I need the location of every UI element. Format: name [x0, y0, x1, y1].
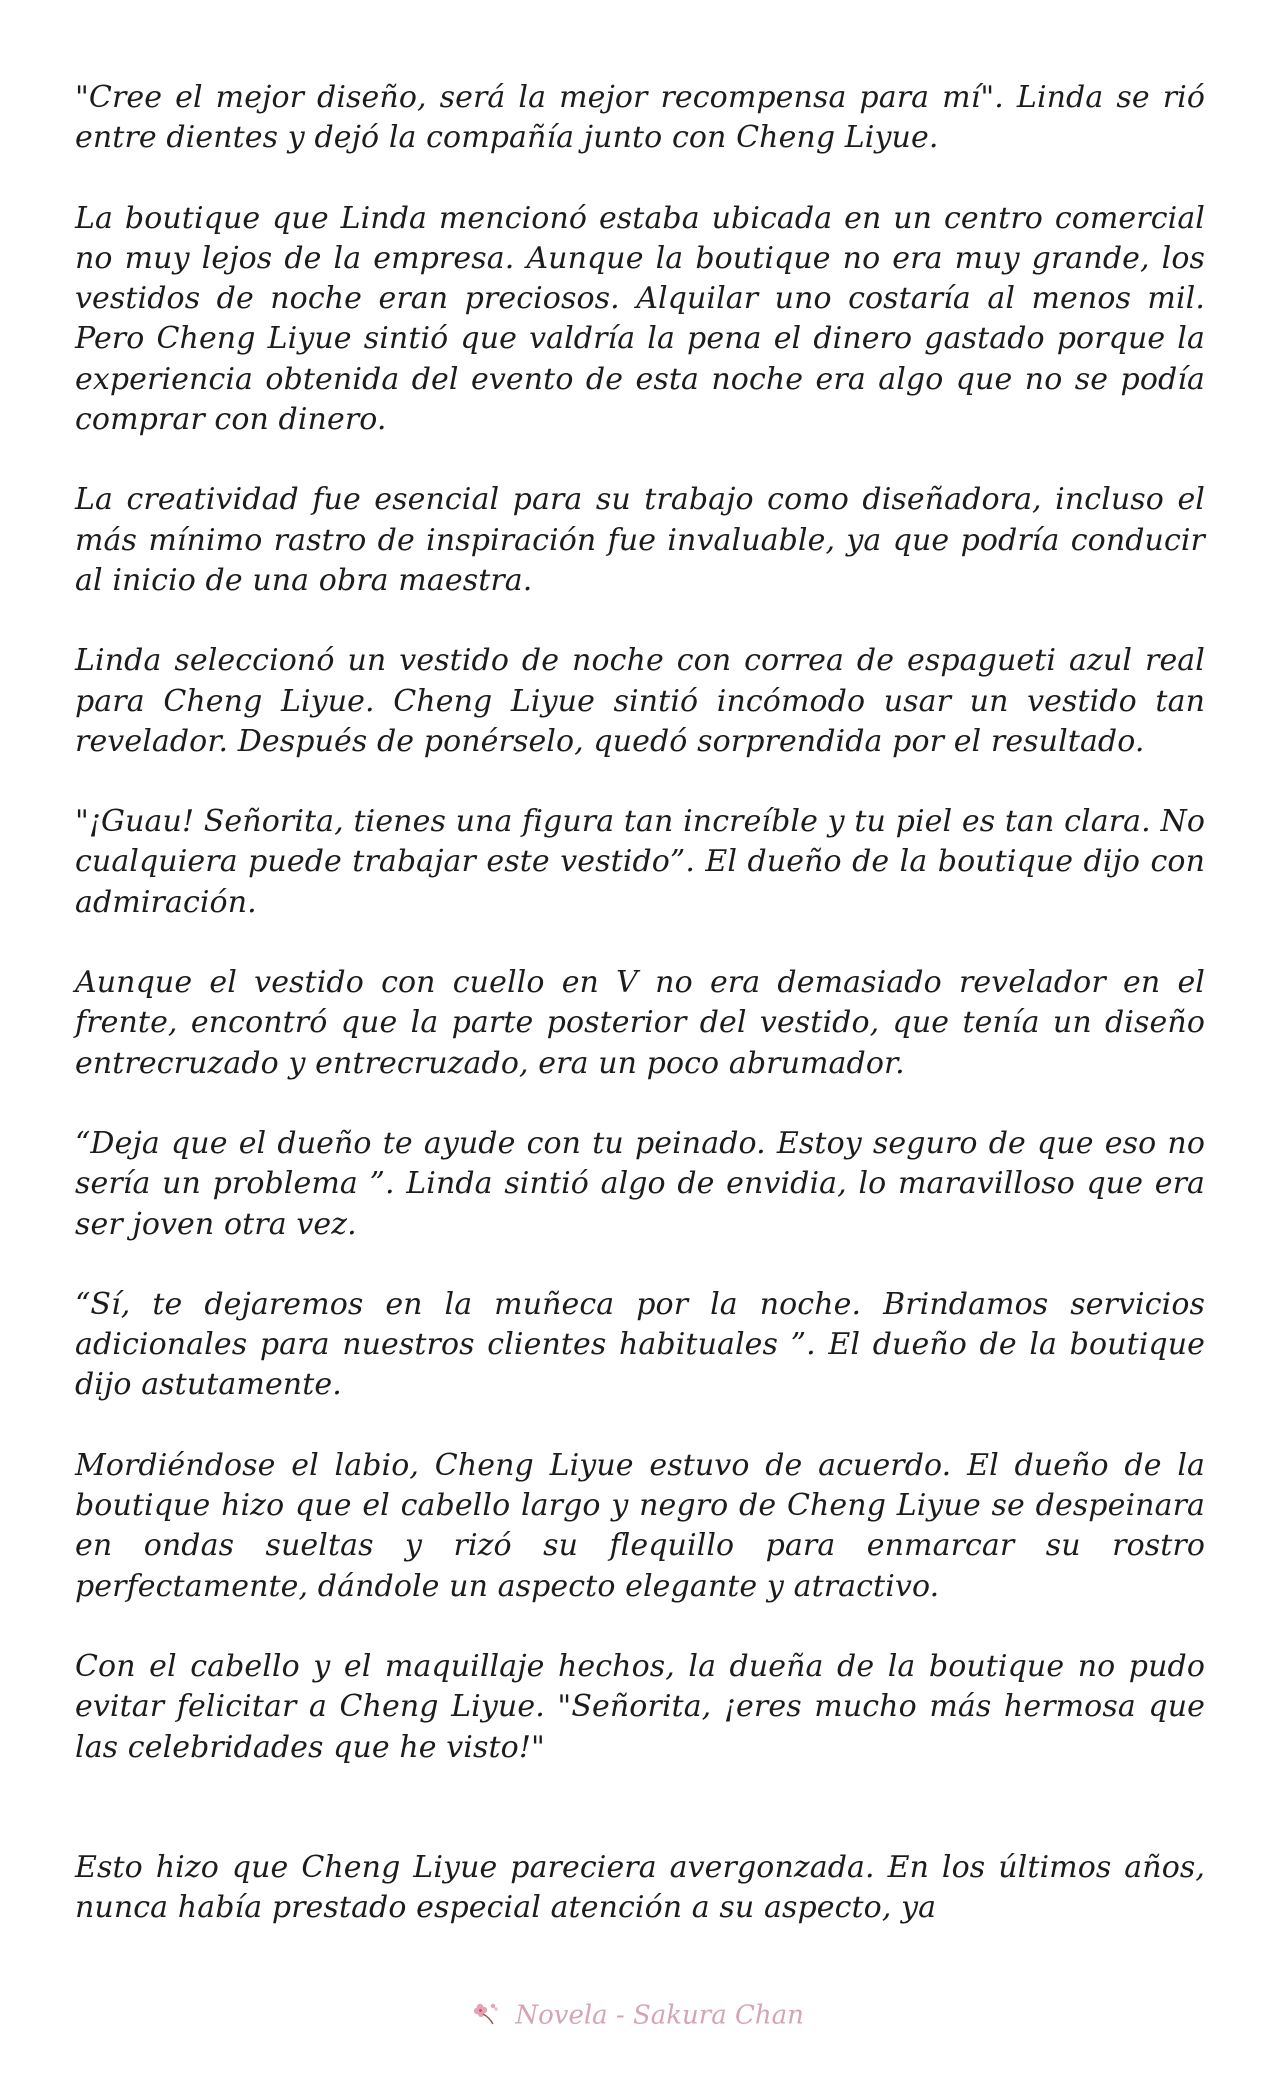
- paragraph: Esto hizo que Cheng Liyue pareciera avergonzada. En los últimos años, nunca había prestado especial atención a su aspecto, ya: [75, 1849, 1205, 1926]
- paragraph: “Sí, te dejaremos en la muñeca por la noche. Brindamos servicios adicionales para nuestros clientes habituales ”. El dueño de la boutique dijo astutamente.: [75, 1286, 1205, 1403]
- paragraph: La boutique que Linda mencionó estaba ubicada en un centro comercial no muy lejos de la empresa. Aunque la boutique no era muy grande, los vestidos de noche eran preciosos. Alquilar uno costaría al menos mil. Pero Cheng Liyue sintió que valdría la pena el dinero gastado porque la experiencia obtenida del evento de esta noche era algo que no se podía comprar con dinero.: [75, 200, 1205, 438]
- document-body: [75, 78, 1205, 1968]
- paragraph: La creatividad fue esencial para su trabajo como diseñadora, incluso el más mínimo rastro de inspiración fue invaluable, ya que podría conducir al inicio de una obra maestra.: [75, 482, 1205, 598]
- paragraph: Con el cabello y el maquillaje hechos, la dueña de la boutique no pudo evitar felicitar a Cheng Liyue. "Señorita, ¡eres mucho más hermosa que las celebridades que he visto!": [75, 1648, 1205, 1765]
- paragraph: Mordiéndose el labio, Cheng Liyue estuvo de acuerdo. El dueño de la boutique hizo que el cabello largo y negro de Cheng Liyue se despeinara en ondas sueltas y rizó su flequillo para enmarcar su rostro perfectamente, dándole un aspecto elegante y atractivo.: [75, 1447, 1205, 1604]
- watermark-footer: [0, 2000, 1275, 2033]
- paragraph: “Deja que el dueño te ayude con tu peinado. Estoy seguro de que eso no sería un problema ”. Linda sintió algo de envidia, lo maravilloso que era ser joven otra vez.: [75, 1125, 1205, 1242]
- sakura-flower-icon: [471, 2000, 501, 2033]
- watermark-text: Novela - Sakura Chan: [515, 2000, 804, 2031]
- paragraph: Aunque el vestido con cuello en V no era demasiado revelador en el frente, encontró que la parte posterior del vestido, que tenía un diseño entrecruzado y entrecruzado, era un poco abrumador.: [75, 965, 1205, 1081]
- paragraph: Linda seleccionó un vestido de noche con correa de espagueti azul real para Cheng Liyue. Cheng Liyue sintió incómodo usar un vestido tan revelador. Después de ponérselo, quedó sorprendida por el resultado.: [75, 643, 1205, 759]
- paragraph: "Cree el mejor diseño, será la mejor recompensa para mí". Linda se rió entre dientes y dejó la compañía junto con Cheng Liyue.: [75, 80, 1205, 156]
- paragraph: "¡Guau! Señorita, tienes una figura tan increíble y tu piel es tan clara. No cualquiera puede trabajar este vestido”. El dueño de la boutique dijo con admiración.: [75, 804, 1205, 920]
